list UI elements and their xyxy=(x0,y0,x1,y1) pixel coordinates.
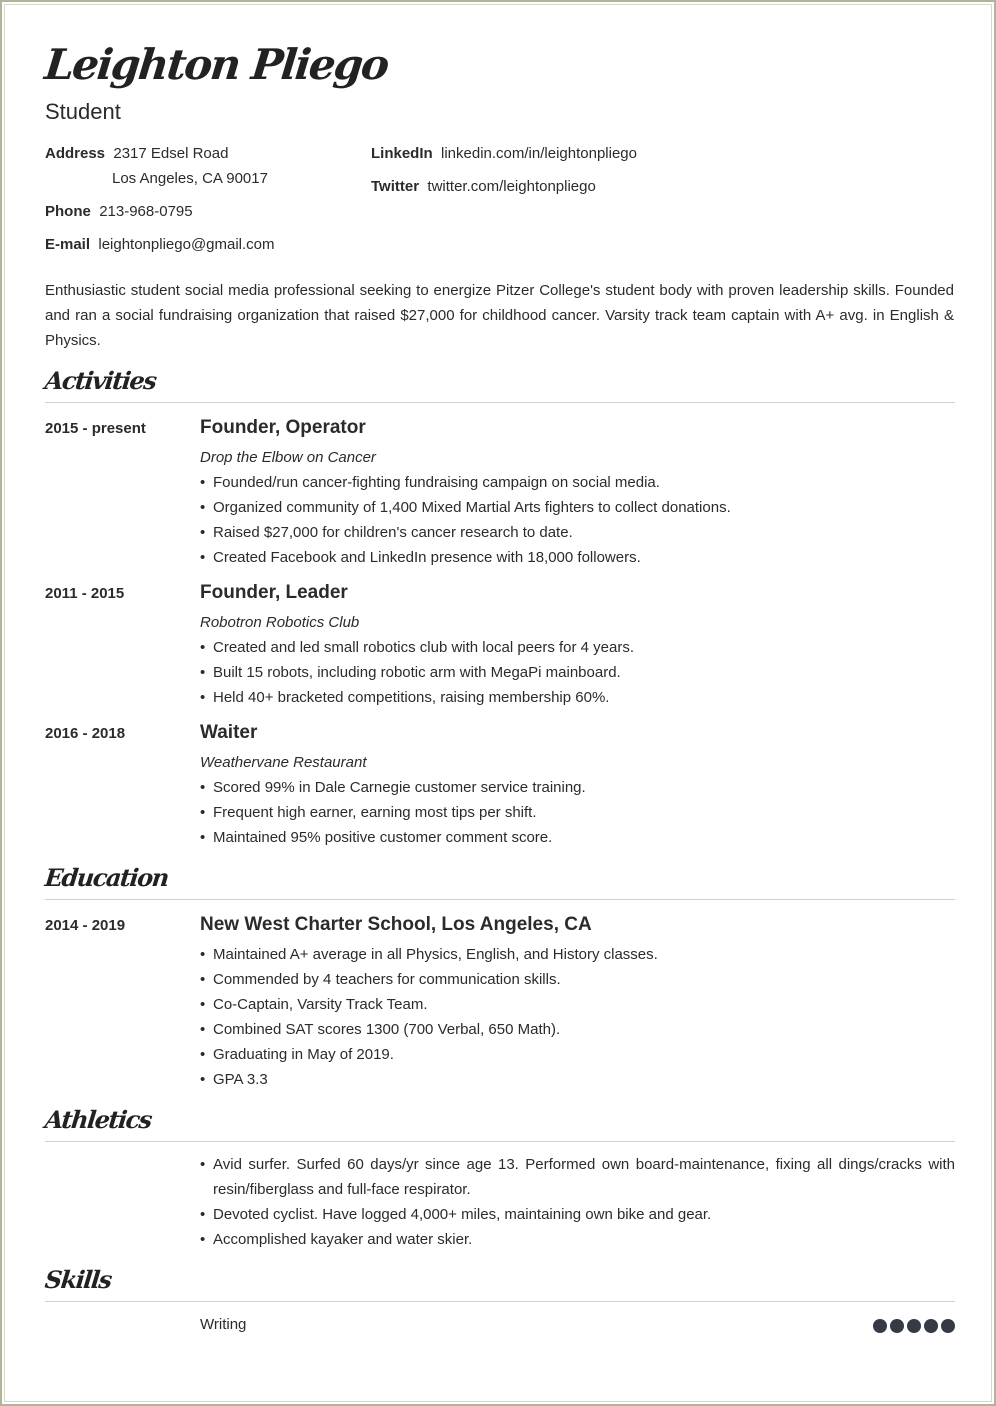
entry-role: Waiter xyxy=(200,722,258,743)
athletics-heading-text: Athletics xyxy=(43,1105,153,1134)
bullet-item: • Organized community of 1,400 Mixed Martial Arts fighters to collect donations. xyxy=(200,495,955,520)
skill-level-rating xyxy=(873,1319,955,1333)
candidate-name: Leighton Pliego xyxy=(42,40,390,89)
entry-date: 2016 - 2018 xyxy=(45,725,126,742)
entry-bullets xyxy=(200,470,955,570)
entry-date: 2014 - 2019 xyxy=(45,917,126,934)
bullet-item: • Devoted cyclist. Have logged 4,000+ miles, maintaining own bike and gear. xyxy=(200,1202,955,1227)
bullet-item: • Raised $27,000 for children's cancer research to date. xyxy=(200,520,955,545)
education-heading-text: Education xyxy=(43,863,170,892)
address-line2: Los Angeles, CA 90017 xyxy=(112,170,268,187)
candidate-role: Student xyxy=(45,99,121,124)
entry-school: New West Charter School, Los Angeles, CA xyxy=(200,914,592,935)
email-row xyxy=(45,236,275,253)
bullet-item: • Maintained A+ average in all Physics, English, and History classes. xyxy=(200,942,955,967)
twitter-row xyxy=(371,178,596,195)
profile-summary: Enthusiastic student social media professional seeking to energize Pitzer College's student body with proven leadership skills. Founded and ran a social fundraising organization that raised $27,000 for childhood cancer. Varsity track team captain with A+ avg. in English & Physics. xyxy=(45,282,954,349)
skill-row xyxy=(200,1316,955,1333)
entry-bullets xyxy=(200,942,955,1092)
bullet-item: • Frequent high earner, earning most tips per shift. xyxy=(200,800,955,825)
skill-level-dot xyxy=(907,1319,921,1333)
twitter-value[interactable]: twitter.com/leightonpliego xyxy=(427,178,596,195)
education-heading xyxy=(45,863,955,900)
skill-level-dot xyxy=(873,1319,887,1333)
entry-role: Founder, Operator xyxy=(200,417,366,438)
bullet-item: • Held 40+ bracketed competitions, raising membership 60%. xyxy=(200,685,955,710)
bullet-item: • Scored 99% in Dale Carnegie customer service training. xyxy=(200,775,955,800)
entry-org: Robotron Robotics Club xyxy=(200,614,360,631)
address-label: Address xyxy=(45,145,106,162)
address-line1 xyxy=(45,145,228,162)
entry-body xyxy=(200,417,955,570)
bullet-item: • Graduating in May of 2019. xyxy=(200,1042,955,1067)
athletics-heading xyxy=(45,1105,955,1142)
bullet-item: • Accomplished kayaker and water skier. xyxy=(200,1227,955,1252)
skill-level-dot xyxy=(890,1319,904,1333)
entry-org: Drop the Elbow on Cancer xyxy=(200,449,376,466)
skills-heading xyxy=(45,1265,955,1302)
email-label: E-mail xyxy=(45,236,91,253)
address-value: 2317 Edsel Road xyxy=(113,145,229,162)
entry-bullets xyxy=(200,635,955,710)
bullet-item: • Commended by 4 teachers for communication skills. xyxy=(200,967,955,992)
entry-body xyxy=(200,914,955,1092)
entry-body xyxy=(200,722,955,850)
bullet-item: • Maintained 95% positive customer comment score. xyxy=(200,825,955,850)
skill-name: Writing xyxy=(200,1316,247,1333)
bullet-item: • Created and led small robotics club with local peers for 4 years. xyxy=(200,635,955,660)
skill-level-dot xyxy=(924,1319,938,1333)
entry-bullets xyxy=(200,775,955,850)
bullet-item: • Co-Captain, Varsity Track Team. xyxy=(200,992,955,1017)
activities-heading xyxy=(45,366,955,403)
bullet-item: • Founded/run cancer-fighting fundraising campaign on social media. xyxy=(200,470,955,495)
phone-label: Phone xyxy=(45,203,91,220)
twitter-label: Twitter xyxy=(371,178,420,195)
bullet-item: • Combined SAT scores 1300 (700 Verbal, 650 Math). xyxy=(200,1017,955,1042)
skill-level-dot xyxy=(941,1319,955,1333)
bullet-item: • Avid surfer. Surfed 60 days/yr since age 13. Performed own board-maintenance, fixing all dings/cracks with resin/fiberglass and full-face respirator. xyxy=(200,1152,955,1202)
phone-value: 213-968-0795 xyxy=(99,203,193,220)
bullet-item: • Created Facebook and LinkedIn presence with 18,000 followers. xyxy=(200,545,955,570)
linkedin-value[interactable]: linkedin.com/in/leightonpliego xyxy=(441,145,637,162)
linkedin-row xyxy=(371,145,637,162)
entry-bullets xyxy=(200,1152,955,1252)
activities-heading-text: Activities xyxy=(43,366,158,395)
entry-date: 2015 - present xyxy=(45,420,146,437)
linkedin-label: LinkedIn xyxy=(371,145,433,162)
bullet-item: • Built 15 robots, including robotic arm with MegaPi mainboard. xyxy=(200,660,955,685)
entry-body xyxy=(200,1152,955,1252)
entry-role: Founder, Leader xyxy=(200,582,348,603)
phone-row xyxy=(45,203,193,220)
entry-date: 2011 - 2015 xyxy=(45,585,125,602)
bullet-item: • GPA 3.3 xyxy=(200,1067,955,1092)
entry-body xyxy=(200,582,955,710)
skills-heading-text: Skills xyxy=(43,1265,113,1294)
entry-org: Weathervane Restaurant xyxy=(200,754,367,771)
email-value[interactable]: leightonpliego@gmail.com xyxy=(98,236,275,253)
